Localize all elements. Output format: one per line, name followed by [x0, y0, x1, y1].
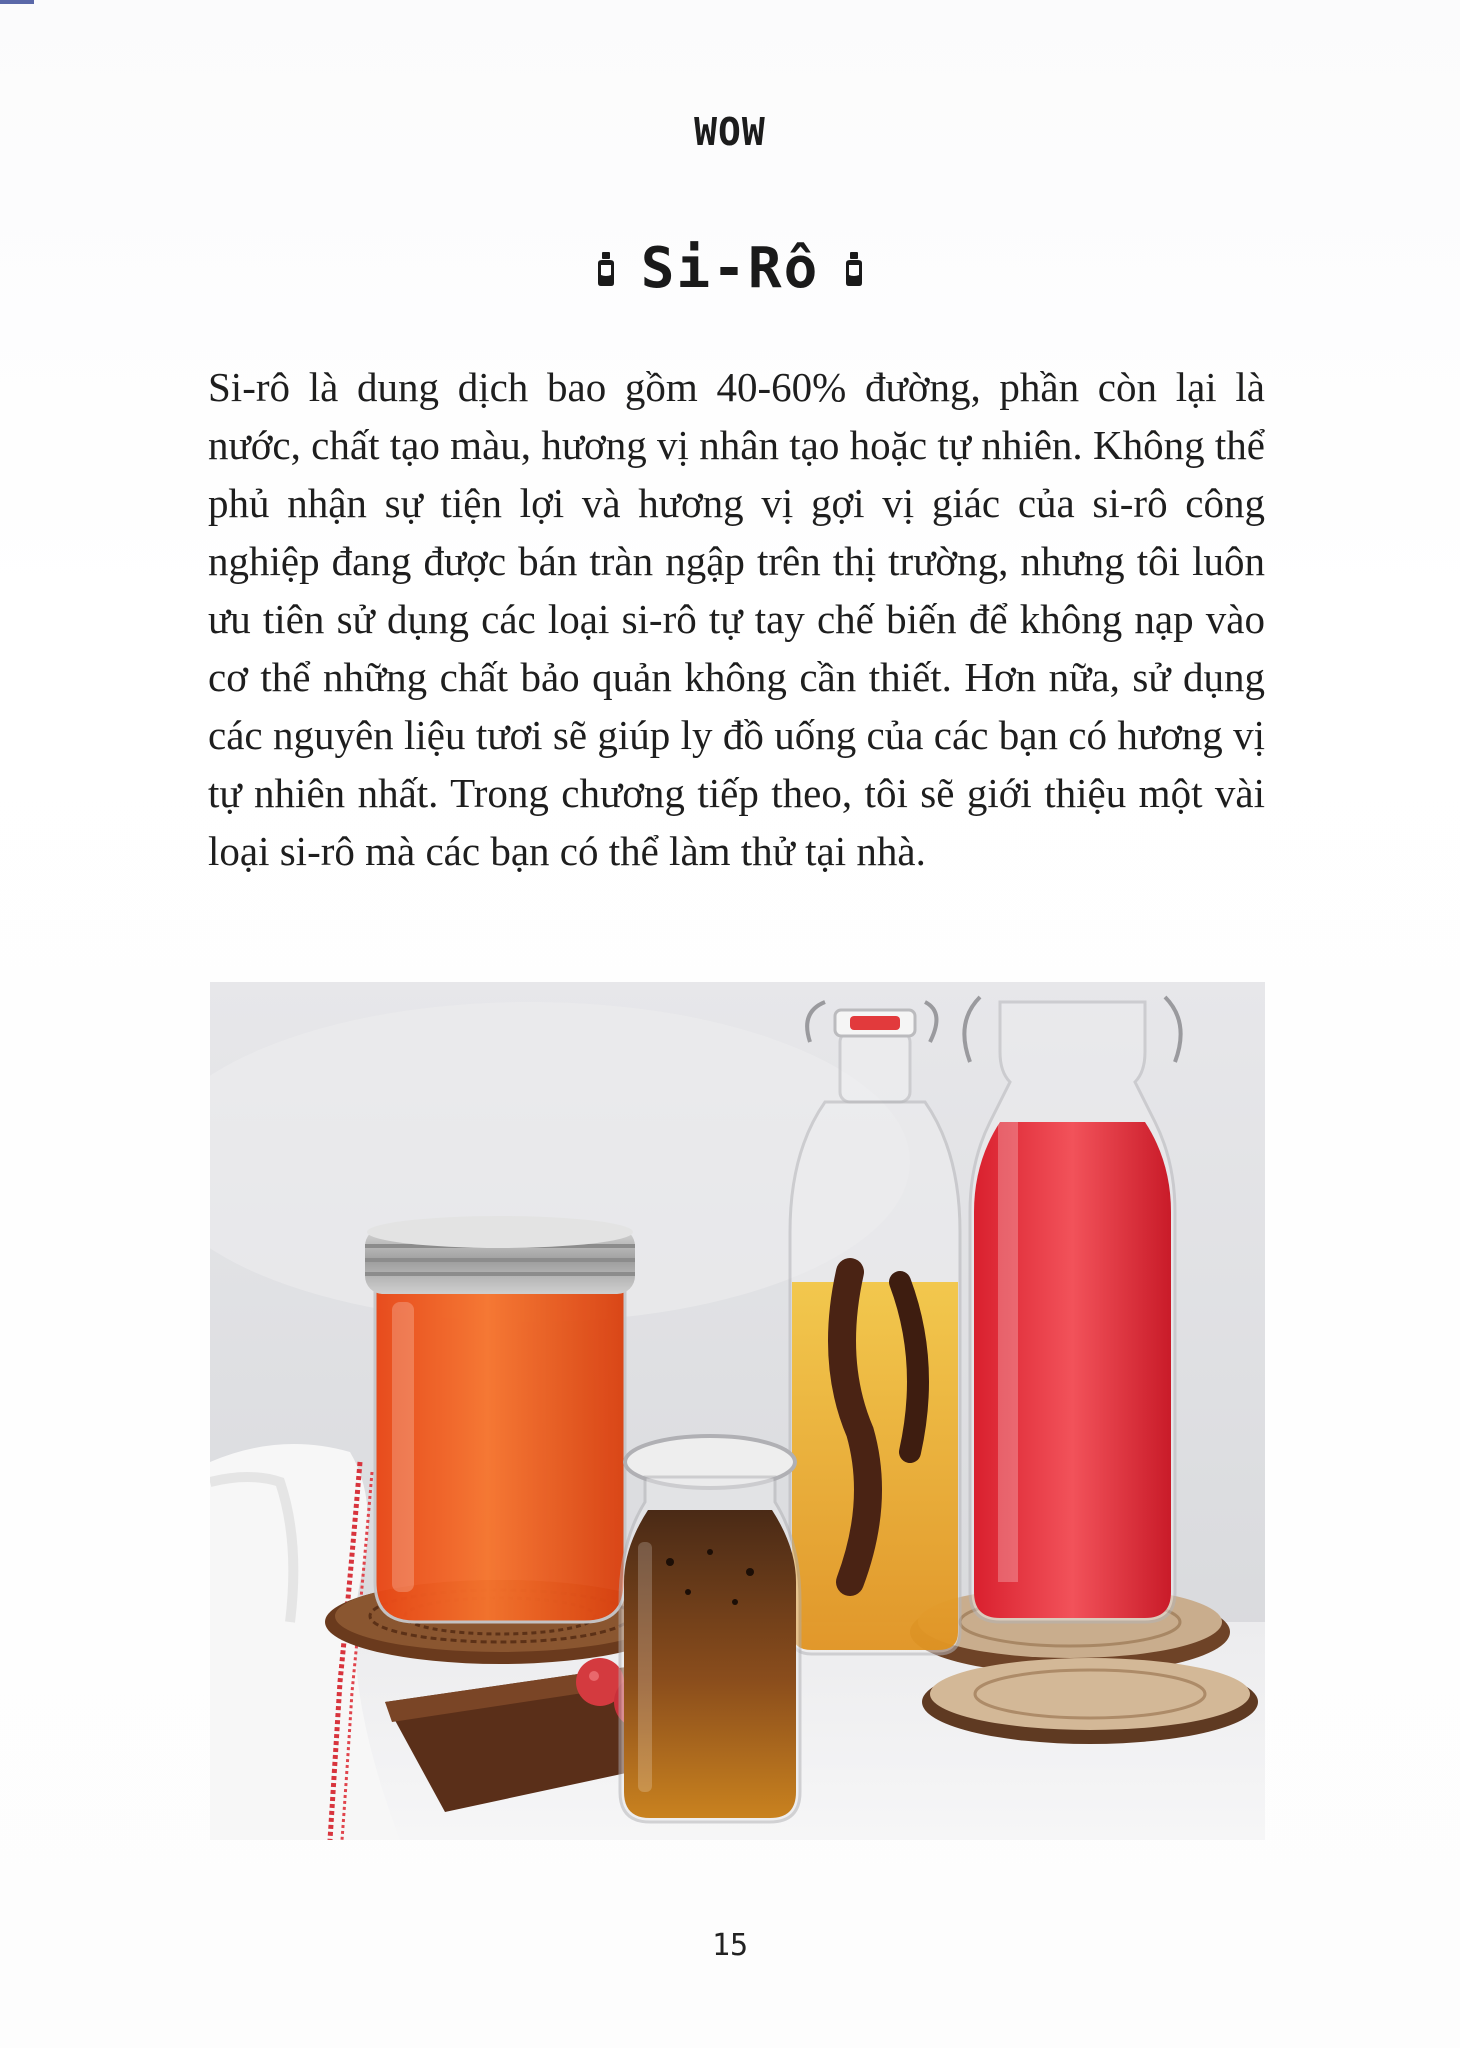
series-header: WOW [694, 110, 766, 154]
page-number: 15 [711, 1928, 749, 1963]
chapter-title-row [0, 236, 1460, 301]
scan-corner-mark [0, 0, 34, 4]
bottle-icon [841, 251, 867, 287]
chapter-title: Si-Rô [640, 236, 820, 301]
body-paragraph: Si-rô là dung dịch bao gồm 40-60% đường, phần còn lại là nước, chất tạo màu, hương vị nhân tạo hoặc tự nhiên. Không thể phủ nhận sự tiện lợi và hương vị gợi vị giác của si-rô công nghiệp đang được bán tràn ngập trên thị trường, nhưng tôi luôn ưu tiên sử dụng các loại si-rô tự tay chế biến để không nạp vào cơ thể những chất bảo quản không cần thiết. Hơn nữa, sử dụng các nguyên liệu tươi sẽ giúp ly đồ uống của các bạn có hương vị tự nhiên nhất. Trong chương tiếp theo, tôi sẽ giới thiệu một vài loại si-rô mà các bạn có thể làm thử tại nhà. [208, 364, 1265, 874]
syrup-bottles-photo [210, 982, 1265, 1840]
bottle-icon [593, 251, 619, 287]
